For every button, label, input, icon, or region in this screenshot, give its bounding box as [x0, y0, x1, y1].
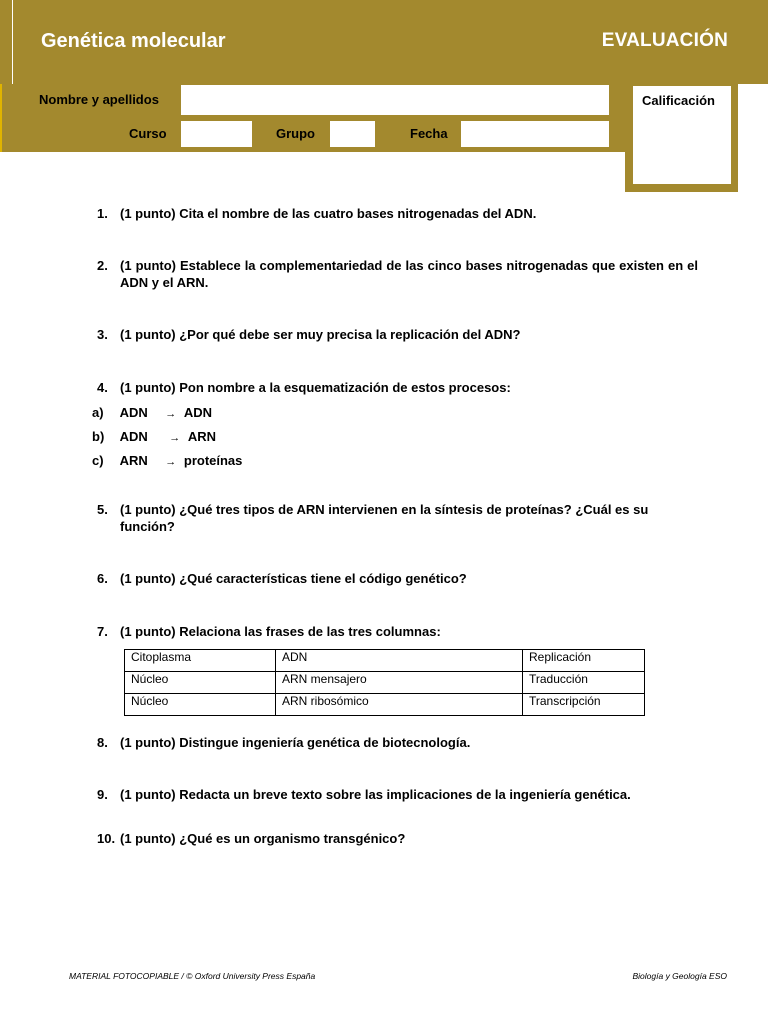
question-text: (1 punto) ¿Por qué debe ser muy precisa la replicación del ADN?	[120, 327, 521, 342]
item-letter: a)	[92, 405, 104, 420]
question-number: 10.	[97, 831, 116, 846]
question-number: 9.	[97, 787, 108, 802]
q4-item-c	[92, 453, 242, 468]
table-cell: ADN	[276, 650, 523, 672]
group-field[interactable]	[330, 121, 375, 147]
header-divider	[12, 0, 13, 84]
table-cell: ARN ribosómico	[276, 694, 523, 716]
question-text: (1 punto) Relaciona las frases de las tres columnas:	[120, 624, 441, 639]
question-number: 4.	[97, 380, 108, 395]
item-to: ARN	[187, 429, 217, 444]
name-label: Nombre y apellidos	[39, 92, 159, 107]
course-label: Curso	[129, 126, 167, 141]
question-text: (1 punto) Establece la complementariedad de las cinco bases nitrogenadas que existen en el ADN y el ARN.	[120, 258, 698, 290]
item-to: proteínas	[183, 453, 243, 468]
item-from: ARN	[119, 453, 148, 468]
form-band-edge	[0, 84, 2, 152]
table-cell: Citoplasma	[125, 650, 276, 672]
footer-copyright: MATERIAL FOTOCOPIABLE / © Oxford University Press España	[69, 971, 316, 981]
footer-subject: Biología y Geología ESO	[632, 971, 727, 981]
question-number: 5.	[97, 502, 108, 517]
q4-item-a	[92, 405, 212, 420]
group-label: Grupo	[276, 126, 315, 141]
table-cell: Núcleo	[125, 694, 276, 716]
table-cell: Núcleo	[125, 672, 276, 694]
item-letter: b)	[92, 429, 105, 444]
question-text: (1 punto) Pon nombre a la esquematización de estos procesos:	[120, 380, 511, 395]
question-text: (1 punto) Cita el nombre de las cuatro bases nitrogenadas del ADN.	[120, 206, 537, 221]
table-row	[125, 650, 645, 672]
question-text: (1 punto) ¿Qué es un organismo transgénico?	[120, 831, 406, 846]
table-cell: Transcripción	[523, 694, 645, 716]
q4-item-b	[92, 429, 216, 444]
question-text: (1 punto) ¿Qué tres tipos de ARN intervienen en la síntesis de proteínas? ¿Cuál es su función?	[120, 502, 649, 534]
question-number: 3.	[97, 327, 108, 342]
question-text: (1 punto) ¿Qué características tiene el código genético?	[120, 571, 467, 586]
arrow-icon: →	[165, 408, 177, 420]
table-cell: Traducción	[523, 672, 645, 694]
question-text: (1 punto) Redacta un breve texto sobre las implicaciones de la ingeniería genética.	[120, 787, 631, 802]
table-row	[125, 694, 645, 716]
grade-label: Calificación	[642, 93, 715, 108]
table-cell: Replicación	[523, 650, 645, 672]
item-from: ADN	[119, 405, 148, 420]
question-number: 6.	[97, 571, 108, 586]
table-cell: ARN mensajero	[276, 672, 523, 694]
question-number: 7.	[97, 624, 108, 639]
item-to: ADN	[183, 405, 213, 420]
item-from: ADN	[119, 429, 148, 444]
question-number: 1.	[97, 206, 108, 221]
evaluation-badge: EVALUACIÓN	[601, 30, 728, 51]
date-label: Fecha	[410, 126, 448, 141]
course-field[interactable]	[181, 121, 252, 147]
name-field[interactable]	[181, 85, 609, 115]
question-number: 2.	[97, 258, 108, 273]
arrow-icon: →	[169, 432, 181, 444]
table-row	[125, 672, 645, 694]
item-letter: c)	[92, 453, 104, 468]
relation-table	[124, 649, 645, 716]
date-field[interactable]	[461, 121, 609, 147]
question-text: (1 punto) Distingue ingeniería genética de biotecnología.	[120, 735, 471, 750]
arrow-icon: →	[165, 456, 177, 468]
question-number: 8.	[97, 735, 108, 750]
page-title: Genética molecular	[41, 30, 226, 52]
